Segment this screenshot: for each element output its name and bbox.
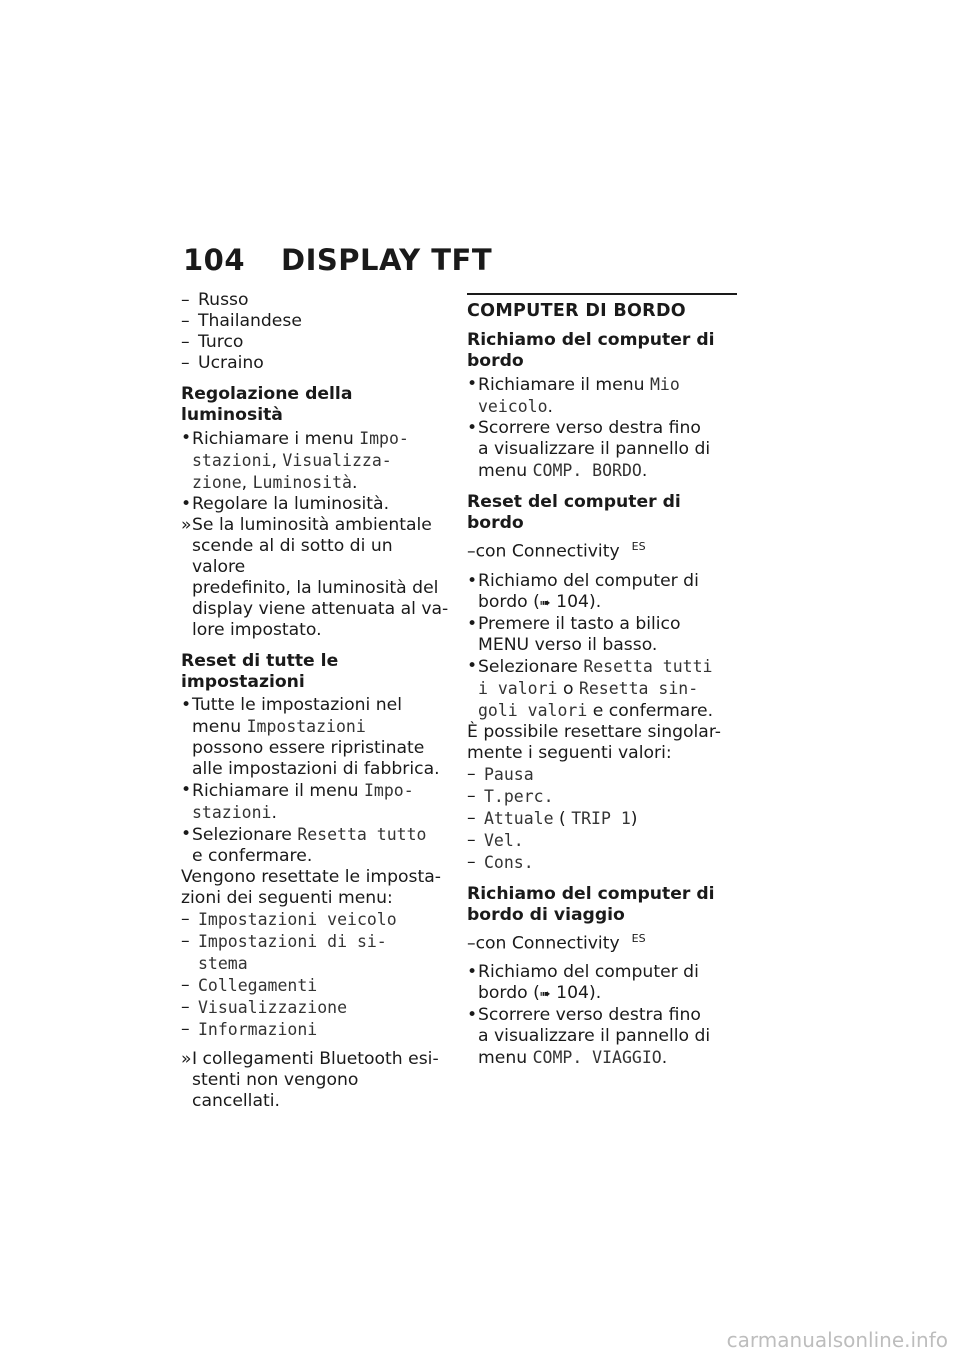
value-item: – Vel. — [467, 829, 524, 850]
right-column: COMPUTER DI BORDO Richiamo del computer di bordo • Richiamare il menu Mio veicolo. • Scorrere verso destra fino a visualizzare il pannello di menu COMP. BORDO. Reset del computer di bordo –con Connectivity $^{ES}$ • Richiamo del computer di bordo (➠ 104). • Premere il tasto a bilico MENU verso il basso. • Selezionare Resetta tutti i valori o Resetta sin- goli valori e confermare. È possibile resettare singolar- mente i seguenti valori: – Pausa – T.perc. – Attuale ( TRIP 1) – Vel. – Cons. Richiamo del computer di bordo di viaggio –con Connectivity $^{ES}$ • Richiamo del computer di bordo (➠ 104). • Scorrere verso destra fino a visualizzare il pannello di menu COMP. VIAGGIO. — [467, 293, 739, 1069]
language-item: – Ucraino — [181, 353, 264, 373]
value-item: – Cons. — [467, 851, 534, 872]
menu-item: – Visualizzazione — [181, 997, 348, 1017]
single-reset-note: È possibile resettare singolar- — [467, 721, 721, 742]
page-header — [183, 243, 492, 277]
page-ref-icon: ➠ — [539, 595, 551, 611]
brightness-step-1: • Richiamare i menu Impo- — [181, 428, 409, 449]
reset-note: Vengono resettate le imposta- — [181, 867, 441, 887]
brightness-step-2: • Regolare la luminosità. — [181, 494, 390, 514]
value-item: – T.perc. — [467, 785, 554, 806]
menu-item: – Impostazioni di si- — [181, 931, 387, 951]
language-item: – Russo — [181, 290, 249, 310]
page-number: 104 — [183, 243, 246, 277]
brightness-result: » Se la luminosità ambientale — [181, 515, 432, 535]
menu-item: – Impostazioni veicolo — [181, 909, 397, 929]
language-item: – Thailandese — [181, 311, 302, 331]
call-step-1: • Richiamare il menu Mio — [467, 374, 680, 395]
page-title: DISPLAY TFT — [281, 243, 493, 277]
call-step-2: • Scorrere verso destra fino — [467, 418, 701, 438]
call-heading: Richiamo del computer di bordo — [467, 330, 715, 371]
menu-item: – Informazioni — [181, 1019, 318, 1039]
trip-step-1: • Richiamo del computer di — [467, 962, 699, 983]
page-ref-icon: ➠ — [539, 987, 551, 1003]
menu-item: – Collegamenti — [181, 975, 318, 995]
section-title: COMPUTER DI BORDO — [467, 301, 686, 321]
brightness-heading: Regolazione della luminosità — [181, 384, 353, 425]
reset-computer-step-1: • Richiamo del computer di — [467, 570, 699, 591]
reset-heading: Reset di tutte le impostazioni — [181, 651, 339, 692]
value-item: – Attuale ( TRIP 1) — [467, 807, 638, 829]
reset-computer-heading: Reset del computer di bordo — [467, 492, 681, 533]
connectivity-condition: –con Connectivity $^{ES}$ — [467, 540, 646, 562]
reset-step-2: • Selezionare Resetta tutto — [181, 824, 427, 845]
bluetooth-note: » I collegamenti Bluetooth esi- — [181, 1049, 439, 1069]
reset-step-1: • Richiamare il menu Impo- — [181, 780, 414, 801]
connectivity-condition-2: –con Connectivity $^{ES}$ — [467, 931, 646, 954]
reset-computer-step-2: • Premere il tasto a bilico — [467, 613, 681, 634]
left-column: – Russo – Thailandese – Turco – Ucraino Regolazione della luminosità • Richiamare i menu Impo- stazioni, Visualizza- zione, Luminosità. • Regolare la luminosità. » Se la luminosità ambientale scende al di sotto di un valore predefinito, la luminosità del display viene attenuata al va- lore impostato. Reset di tutte le impostazioni • Tutte le impostazioni nel menu Impostazioni possono essere ripristinate alle impostazioni di fabbrica. • Richiamare il menu Impo- stazioni. • Selezionare Resetta tutto e confermare. Vengono resettate le imposta- zioni dei seguenti menu: – Impostazioni veicolo – Impostazioni di si- stema – Collegamenti – Visualizzazione – Informazioni » I collegamenti Bluetooth esi- stenti non vengono cancellati. — [181, 290, 451, 1112]
reset-info: • Tutte le impostazioni nel — [181, 695, 402, 715]
watermark: carmanualsonline.info — [726, 1328, 948, 1352]
value-item: – Pausa — [467, 763, 534, 784]
reset-computer-step-3: • Selezionare Resetta tutti — [467, 655, 713, 677]
trip-heading: Richiamo del computer di bordo di viaggio — [467, 883, 715, 925]
language-item: – Turco — [181, 332, 244, 352]
trip-step-2: • Scorrere verso destra fino — [467, 1005, 701, 1026]
section-rule — [467, 293, 737, 295]
